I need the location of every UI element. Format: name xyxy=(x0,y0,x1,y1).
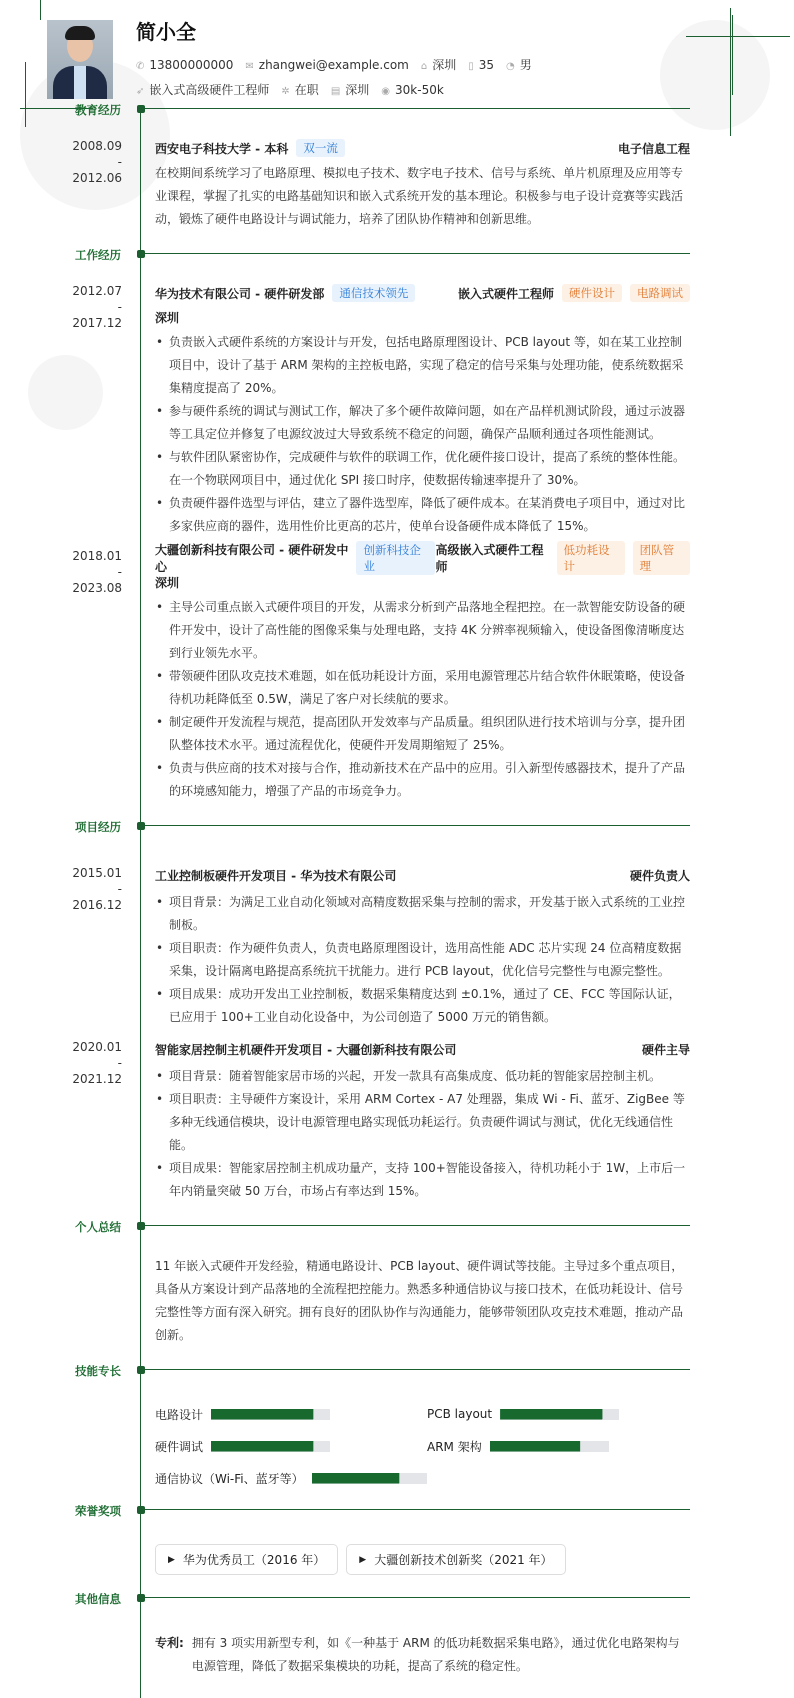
date-sep: - xyxy=(117,1056,122,1070)
section-header xyxy=(0,1504,794,1523)
section-title: 教育经历 xyxy=(75,103,121,117)
section-skills xyxy=(0,1364,794,1487)
section-projects xyxy=(0,820,794,1203)
date-end: 2012.06 xyxy=(72,171,122,185)
email-info xyxy=(245,58,409,72)
age-icon: ▯ xyxy=(468,60,474,72)
section-divider xyxy=(144,1597,690,1598)
job-title: 嵌入式硬件工程师 xyxy=(457,286,554,301)
status-icon: ✲ xyxy=(281,86,290,97)
skill-name: 电路设计 xyxy=(155,1407,204,1422)
work-entry xyxy=(72,543,690,803)
section-title: 个人总结 xyxy=(75,1220,121,1234)
skill-item xyxy=(155,1437,427,1455)
education-description: 在校期间系统学习了电路原理、模拟电子技术、数字电子技术、信号与系统、单片机原理及应用等专业课程，掌握了扎实的电路基础知识和嵌入式系统开发的基本理论。积极参与电子设计竞赛等实践活动，锻炼了硬件电路设计与调试能力，培养了团队协作精神和创新思维。 xyxy=(155,166,684,226)
skill-name: PCB layout xyxy=(427,1407,493,1421)
responsibility-item: • 负责硬件器件选型与评估，建立了器件选型库，降低了硬件成本。在某消费电子项目中，通过对比多家供应商的器件，选用性价比更高的芯片，使单台设备硬件成本降低了 15%。 xyxy=(155,492,690,538)
project-detail-item: • 项目职责：作为硬件负责人，负责电路原理图设计，选用高性能 ADC 芯片实现 24 位高精度数据采集，设计隔离电路提高系统抗干扰能力。进行 PCB layout，优化信号完整性与电源完整性。 xyxy=(155,937,690,983)
date-sep: - xyxy=(117,882,122,896)
date-end: 2021.12 xyxy=(72,1072,122,1086)
school-tag: 双一流 xyxy=(296,139,345,157)
skill-tag: 电路调试 xyxy=(630,284,690,302)
award-item xyxy=(346,1544,565,1575)
date-start: 2020.01 xyxy=(72,1040,122,1054)
phone-icon: ✆ xyxy=(136,60,145,72)
entry-header xyxy=(155,283,690,303)
skill-tag: 低功耗设计 xyxy=(557,541,625,575)
date-start: 2012.07 xyxy=(72,284,122,298)
responsibility-list xyxy=(155,596,690,803)
major: 电子信息工程 xyxy=(617,141,690,156)
section-education xyxy=(0,103,794,231)
project-entry xyxy=(72,865,690,1029)
project-role: 硬件负责人 xyxy=(629,868,690,883)
award-item xyxy=(155,1544,338,1575)
candidate-name: 简小全 xyxy=(136,20,196,44)
building-icon: ▤ xyxy=(330,86,341,97)
skill-level-bar xyxy=(211,1409,330,1420)
section-divider xyxy=(144,253,690,254)
phone-info xyxy=(136,58,233,72)
section-summary xyxy=(0,1220,794,1347)
decor-line xyxy=(686,36,790,37)
play-icon: ▶ xyxy=(359,1554,367,1565)
email-icon: ✉ xyxy=(245,60,254,72)
awards-list xyxy=(155,1544,794,1575)
school-name: 西安电子科技大学 - 本科 xyxy=(155,141,289,156)
skill-name: 通信协议（Wi-Fi、蓝牙等） xyxy=(155,1471,304,1486)
date-start: 2018.01 xyxy=(72,549,122,563)
date-start: 2015.01 xyxy=(72,866,122,880)
timeline-dot-icon xyxy=(137,822,145,830)
timeline-dot-icon xyxy=(137,1506,145,1514)
section-divider xyxy=(144,1225,690,1226)
responsibility-item: • 主导公司重点嵌入式硬件项目的开发，从需求分析到产品落地全程把控。在一款智能安防设备的硬件开发中，设计了高性能的图像采集与处理电路，支持 4K 分辨率视频输入，使设备图像清晰度达到行业领先水平。 xyxy=(155,596,690,665)
project-detail-item: • 项目成果：智能家居控制主机成功量产，支持 100+智能设备接入，待机功耗小于 1W，上市后一年内销量突破 50 万台，市场占有率达到 15%。 xyxy=(155,1157,690,1203)
company-tag: 创新科技企业 xyxy=(356,541,435,575)
patent-label: 专利: xyxy=(155,1636,184,1650)
phone-text: 13800000000 xyxy=(149,57,234,72)
section-header xyxy=(0,820,794,839)
skills-grid xyxy=(155,1405,690,1487)
play-icon: ▶ xyxy=(168,1554,175,1565)
age-text: 35 xyxy=(478,57,495,72)
project-detail-item: • 项目职责：主导硬件方案设计，采用 ARM Cortex - A7 处理器，集成 Wi - Fi、蓝牙、ZigBee 等多种无线通信模块，设计电源管理电路实现低功耗运行。负责硬件调试与测试，优化无线通信性能。 xyxy=(155,1088,690,1157)
skill-level-bar xyxy=(312,1473,427,1484)
section-header xyxy=(0,248,794,267)
section-work xyxy=(0,248,794,803)
date-end: 2016.12 xyxy=(72,898,122,912)
project-role: 硬件主导 xyxy=(641,1042,690,1057)
section-other xyxy=(0,1592,794,1678)
date-range xyxy=(0,138,122,186)
section-header xyxy=(0,1364,794,1383)
section-title: 项目经历 xyxy=(75,820,121,834)
entry-header xyxy=(155,543,690,574)
location-text: 深圳 xyxy=(432,58,457,72)
other-info xyxy=(155,1632,690,1678)
project-name: 智能家居控制主机硬件开发项目 - 大疆创新科技有限公司 xyxy=(155,1042,457,1057)
date-start: 2008.09 xyxy=(72,139,122,153)
patent-text: 拥有 3 项实用新型专利，如《一种基于 ARM 的低功耗数据采集电路》，通过优化电路架构与电源管理，降低了数据采集模块的功耗，提高了系统的稳定性。 xyxy=(191,1636,680,1673)
section-header xyxy=(0,1592,794,1611)
section-divider xyxy=(144,1369,690,1370)
contact-row xyxy=(136,56,532,73)
skill-item xyxy=(155,1469,427,1487)
skill-item xyxy=(427,1405,690,1423)
date-sep: - xyxy=(117,155,122,169)
summary-text: 11 年嵌入式硬件开发经验，精通电路设计、PCB layout、硬件调试等技能。主导过多个重点项目，具备从方案设计到产品落地的全流程把控能力。熟悉多种通信协议与接口技术，在低功耗设计、信号完整性等方面有深入研究。拥有良好的团队协作与沟通能力，能够带领团队攻克技术难题，推动产品创新。 xyxy=(155,1259,684,1342)
project-detail-item: • 项目成果：成功开发出工业控制板，数据采集精度达到 ±0.1%，通过了 CE、FCC 等国际认证，已应用于 100+工业自动化设备中，为公司创造了 5000 万元的销售额。 xyxy=(155,983,690,1029)
skill-level-fill xyxy=(490,1441,580,1452)
timeline-dot-icon xyxy=(137,1222,145,1230)
timeline-dot-icon xyxy=(137,105,145,113)
project-entry xyxy=(72,1039,690,1203)
skill-level-bar xyxy=(211,1441,330,1452)
responsibility-item: • 负责嵌入式硬件系统的方案设计与开发，包括电路原理图设计、PCB layout 等，如在某工业控制项目中，设计了基于 ARM 架构的主控板电路，实现了稳定的信号采集与处理功能，使系统数据采集精度提高了 20%。 xyxy=(155,331,690,400)
email-text: zhangwei@example.com xyxy=(258,57,409,72)
section-title: 其他信息 xyxy=(75,1592,121,1606)
job-intent-row xyxy=(136,81,444,98)
section-divider xyxy=(144,1509,690,1510)
project-detail-list xyxy=(155,891,690,1029)
status-text: 在职 xyxy=(294,83,319,97)
award-label: 华为优秀员工（2016 年） xyxy=(182,1553,326,1567)
entry-header xyxy=(155,138,690,158)
skill-item xyxy=(427,1437,690,1455)
send-icon: ➶ xyxy=(136,86,145,97)
date-range xyxy=(0,865,122,913)
responsibility-item: • 参与硬件系统的调试与测试工作，解决了多个硬件故障问题，如在产品样机测试阶段，通过示波器等工具定位并修复了电源纹波过大导致系统不稳定的问题，确保产品顺利通过各项性能测试。 xyxy=(155,400,690,446)
date-end: 2023.08 xyxy=(72,581,122,595)
entry-header xyxy=(155,865,690,885)
responsibility-list xyxy=(155,331,690,538)
section-honors xyxy=(0,1504,794,1575)
salary-icon: ◉ xyxy=(381,85,391,97)
skill-level-bar xyxy=(490,1441,609,1452)
project-detail-item: • 项目背景：为满足工业自动化领域对高精度数据采集与控制的需求，开发基于嵌入式系统的工业控制板。 xyxy=(155,891,690,937)
entry-header xyxy=(155,1039,690,1059)
skill-name: ARM 架构 xyxy=(427,1439,482,1454)
decor-line xyxy=(732,15,733,95)
skill-tag: 团队管理 xyxy=(633,541,690,575)
section-title: 技能专长 xyxy=(75,1364,121,1378)
position-text: 嵌入式高级硬件工程师 xyxy=(149,83,270,97)
award-label: 大疆创新技术创新奖（2021 年） xyxy=(374,1553,553,1567)
decor-line xyxy=(40,0,41,20)
skill-level-fill xyxy=(211,1409,313,1420)
gender-icon: ◔ xyxy=(506,61,515,72)
work-entry xyxy=(72,283,690,538)
work-city: 深圳 xyxy=(155,311,180,325)
section-header xyxy=(0,103,794,122)
skill-name: 硬件调试 xyxy=(155,1439,204,1454)
date-range xyxy=(0,1039,122,1087)
timeline-dot-icon xyxy=(137,1594,145,1602)
skill-level-fill xyxy=(312,1473,400,1484)
section-title: 荣誉奖项 xyxy=(75,1504,121,1518)
company-name: 大疆创新科技有限公司 - 硬件研发中心 xyxy=(155,543,349,574)
responsibility-item: • 与软件团队紧密协作，完成硬件与软件的联调工作，优化硬件接口设计，提高了系统的整体性能。在一个物联网项目中，通过优化 SPI 接口时序，使数据传输速率提升了 30%。 xyxy=(155,446,690,492)
responsibility-item: • 制定硬件开发流程与规范，提高团队开发效率与产品质量。组织团队进行技术培训与分享，提升团队整体技术水平。通过流程优化，使硬件开发周期缩短了 25%。 xyxy=(155,711,690,757)
education-entry xyxy=(72,138,690,231)
skill-level-fill xyxy=(211,1441,313,1452)
skill-level-bar xyxy=(500,1409,619,1420)
section-divider xyxy=(144,108,690,109)
date-end: 2017.12 xyxy=(72,316,122,330)
skill-tag: 硬件设计 xyxy=(562,284,622,302)
responsibility-item: • 带领硬件团队攻克技术难题，如在低功耗设计方面，采用电源管理芯片结合软件休眠策略，使设备待机功耗降低至 0.5W，满足了客户对长续航的要求。 xyxy=(155,665,690,711)
skill-level-fill xyxy=(500,1409,602,1420)
skill-item xyxy=(155,1405,427,1423)
work-city: 深圳 xyxy=(155,576,180,590)
salary-text: 30k-50k xyxy=(395,82,444,97)
gender-text: 男 xyxy=(519,58,532,72)
project-detail-item: • 项目背景：随着智能家居市场的兴起，开发一款具有高集成度、低功耗的智能家居控制主机。 xyxy=(155,1065,690,1088)
target-city-text: 深圳 xyxy=(345,83,370,97)
avatar-photo xyxy=(47,20,113,99)
company-tag: 通信技术领先 xyxy=(332,284,415,302)
job-title: 高级嵌入式硬件工程师 xyxy=(435,543,544,574)
timeline-dot-icon xyxy=(137,250,145,258)
home-icon: ⌂ xyxy=(420,61,428,72)
date-sep: - xyxy=(117,565,122,579)
section-divider xyxy=(144,825,690,826)
date-sep: - xyxy=(117,300,122,314)
timeline-dot-icon xyxy=(137,1366,145,1374)
company-name: 华为技术有限公司 - 硬件研发部 xyxy=(155,286,325,301)
section-title: 工作经历 xyxy=(75,248,121,262)
section-header xyxy=(0,1220,794,1239)
project-detail-list xyxy=(155,1065,690,1203)
project-name: 工业控制板硬件开发项目 - 华为技术有限公司 xyxy=(155,868,397,883)
date-range xyxy=(0,548,122,596)
responsibility-item: • 负责与供应商的技术对接与合作，推动新技术在产品中的应用。引入新型传感器技术，提升了产品的环境感知能力，增强了产品的市场竞争力。 xyxy=(155,757,690,803)
date-range xyxy=(0,283,122,331)
